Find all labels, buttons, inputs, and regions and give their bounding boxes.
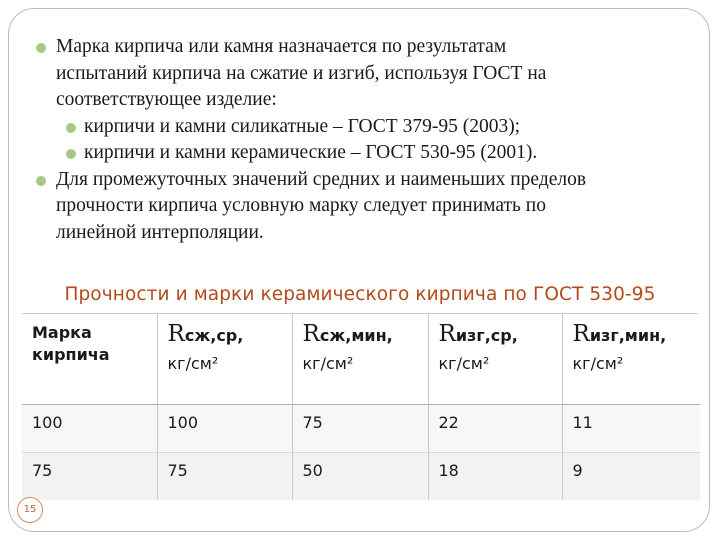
- bullet-interpolation: [18, 167, 718, 247]
- page-number-badge: 15: [17, 497, 43, 523]
- bullet-line: Марка кирпича или камня назначается по результатам: [56, 36, 507, 57]
- header-suffix: ,: [237, 326, 244, 345]
- table-cell: 75: [292, 404, 428, 452]
- table-cell: 9: [562, 452, 700, 500]
- table-cell: 22: [428, 404, 562, 452]
- bullet-line: кирпичи и камни керамические – ГОСТ 530-95 (2001).: [84, 142, 538, 163]
- table-row: [22, 404, 700, 452]
- bullet-silicate: [18, 114, 718, 141]
- header-cell-grade: [22, 314, 157, 404]
- header-symbol: R: [438, 321, 456, 347]
- header-cell-bend-avg: [428, 314, 562, 404]
- header-symbol: R: [167, 321, 185, 347]
- table-cell: 18: [428, 452, 562, 500]
- table-cell: 100: [157, 404, 292, 452]
- table-title: Прочности и марки керамического кирпича по ГОСТ 530-95: [64, 284, 656, 305]
- header-subscript: изг,ср: [455, 326, 512, 345]
- bullet-brick-grade: [18, 34, 718, 114]
- bullet-ceramic: [18, 140, 718, 167]
- header-suffix: ,: [386, 326, 393, 345]
- header-unit: кг/см²: [438, 354, 490, 373]
- bullet-line: испытаний кирпича на сжатие и изгиб, используя ГОСТ на: [56, 62, 547, 84]
- header-subscript: изг,мин: [589, 326, 661, 345]
- table-cell: 75: [22, 452, 157, 500]
- bullet-line: Для промежуточных значений средних и наименьших пределов: [56, 168, 587, 190]
- bullet-line: линейной интерполяции.: [56, 221, 264, 243]
- header-cell-compress-avg: [157, 314, 292, 404]
- table-cell: 75: [157, 452, 292, 500]
- bullet-line: прочности кирпича условную марку следует принимать по: [56, 195, 546, 216]
- header-unit: кг/см²: [302, 354, 354, 373]
- header-suffix: ,: [660, 326, 667, 345]
- header-unit: кг/см²: [167, 354, 219, 373]
- header-symbol: R: [302, 321, 320, 347]
- bullet-dot-icon: [66, 149, 76, 159]
- header-symbol: R: [572, 321, 590, 347]
- bullet-line: соответствующее изделие:: [56, 89, 277, 110]
- bullet-dot-icon: [36, 176, 46, 186]
- header-cell-compress-min: [292, 314, 428, 404]
- header-grade-line: Марка: [32, 323, 92, 342]
- bullet-line: кирпичи и камни силикатные – ГОСТ 379-95 (2003);: [84, 115, 521, 137]
- header-unit: кг/см²: [572, 354, 624, 373]
- header-subscript: сж,ср: [184, 326, 238, 345]
- table-cell: 11: [562, 404, 700, 452]
- bullet-dot-icon: [36, 43, 46, 53]
- header-cell-bend-min: [562, 314, 700, 404]
- header-grade-line: кирпича: [32, 345, 110, 364]
- bullet-dot-icon: [66, 123, 76, 133]
- bullet-list: [18, 34, 718, 246]
- table-header-row: [22, 314, 700, 404]
- strength-table: [22, 314, 700, 500]
- table-row: [22, 452, 700, 500]
- header-suffix: ,: [511, 326, 518, 345]
- table-cell: 50: [292, 452, 428, 500]
- table-cell: 100: [22, 404, 157, 452]
- header-subscript: сж,мин: [319, 326, 387, 345]
